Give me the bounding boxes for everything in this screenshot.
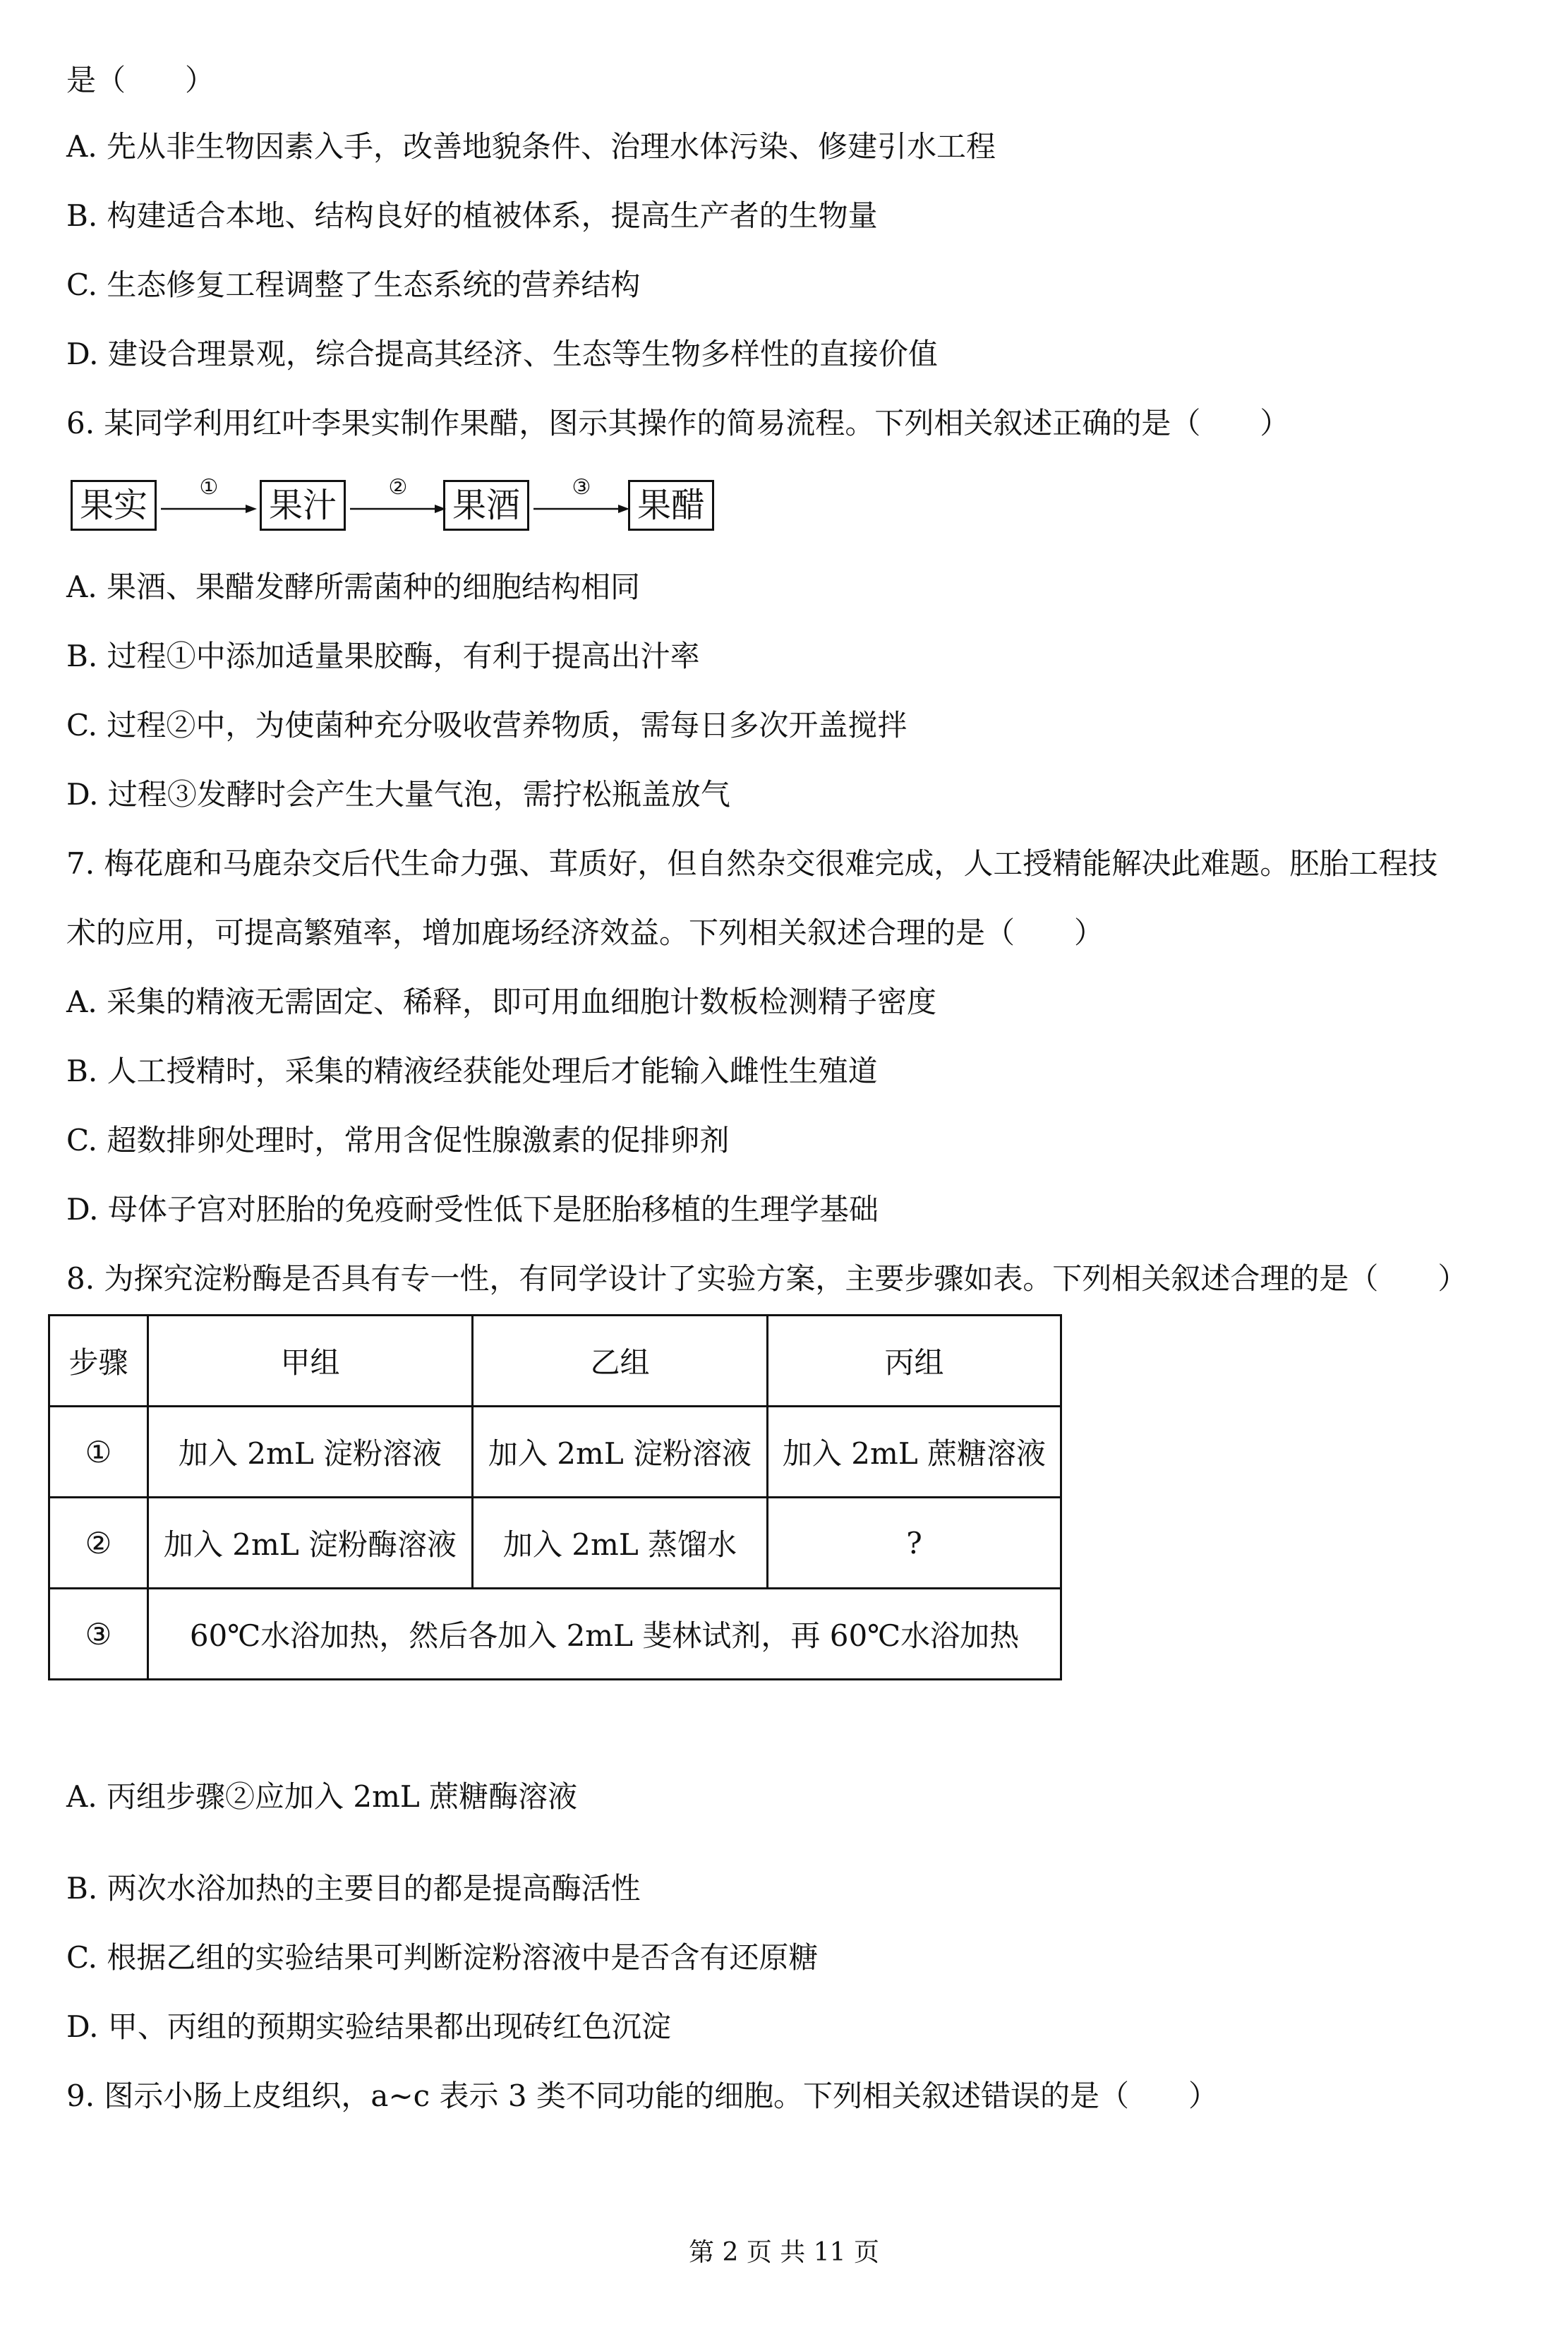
q5-option-a: A. 先从非生物因素入手，改善地貌条件、治理水体污染、修建引水工程: [66, 129, 996, 164]
table-header-row: [49, 1316, 1061, 1407]
table-cell: 加入 2mL 淀粉溶液: [473, 1407, 768, 1498]
flow-arrow-1: [159, 475, 258, 531]
header-group-jia: 甲组: [148, 1316, 473, 1407]
table-cell: 加入 2mL 蒸馏水: [473, 1498, 768, 1589]
flow-box-juice: 果汁: [260, 480, 346, 531]
table-cell: ③: [49, 1589, 148, 1680]
flow-arrow-2: [349, 475, 447, 531]
flow-box-vinegar: 果醋: [628, 480, 714, 531]
table-cell: ?: [768, 1498, 1061, 1589]
table-cell: 加入 2mL 蔗糖溶液: [768, 1407, 1061, 1498]
flow-step-label-2: ②: [388, 475, 408, 500]
table-cell: ②: [49, 1498, 148, 1589]
header-step: 步骤: [49, 1316, 148, 1407]
table-row: [49, 1498, 1061, 1589]
header-group-yi: 乙组: [473, 1316, 768, 1407]
q7-stem-line2: 术的应用，可提高繁殖率，增加鹿场经济效益。下列相关叙述合理的是（ ）: [66, 915, 1104, 950]
q8-experiment-table: [48, 1314, 1062, 1680]
flow-step-label-3: ③: [572, 475, 591, 500]
arrow-right-icon: [159, 504, 258, 514]
table-row: [49, 1589, 1061, 1680]
q6-option-a: A. 果酒、果醋发酵所需菌种的细胞结构相同: [66, 570, 641, 604]
q5-option-b: B. 构建适合本地、结构良好的植被体系，提高生产者的生物量: [66, 198, 878, 233]
q5-option-c: C. 生态修复工程调整了生态系统的营养结构: [66, 267, 641, 302]
table-cell: 加入 2mL 淀粉溶液: [148, 1407, 473, 1498]
arrow-right-icon: [532, 504, 631, 514]
table-row: [49, 1407, 1061, 1498]
q6-option-c: C. 过程②中，为使菌种充分吸收营养物质，需每日多次开盖搅拌: [66, 708, 907, 742]
q6-stem: 6. 某同学利用红叶李果实制作果醋，图示其操作的简易流程。下列相关叙述正确的是（ ）: [66, 406, 1290, 440]
q5-stem-tail: 是（ ）: [66, 63, 215, 97]
q7-option-b: B. 人工授精时，采集的精液经获能处理后才能输入雌性生殖道: [66, 1054, 878, 1088]
page-footer: 第 2 页 共 11 页: [689, 2238, 879, 2267]
q8-option-b: B. 两次水浴加热的主要目的都是提高酶活性: [66, 1871, 641, 1906]
q8-option-c: C. 根据乙组的实验结果可判断淀粉溶液中是否含有还原糖: [66, 1940, 819, 1975]
q6-option-b: B. 过程①中添加适量果胶酶，有利于提高出汁率: [66, 639, 700, 673]
q8-option-a: A. 丙组步骤②应加入 2mL 蔗糖酶溶液: [66, 1779, 578, 1814]
table-cell-merged: 60℃水浴加热，然后各加入 2mL 斐林试剂，再 60℃水浴加热: [148, 1589, 1061, 1680]
q7-option-c: C. 超数排卵处理时，常用含促性腺激素的促排卵剂: [66, 1123, 730, 1157]
arrow-right-icon: [349, 504, 447, 514]
q8-stem: 8. 为探究淀粉酶是否具有专一性，有同学设计了实验方案，主要步骤如表。下列相关叙述合理的是（ ）: [66, 1261, 1468, 1296]
q5-option-d: D. 建设合理景观，综合提高其经济、生态等生物多样性的直接价值: [66, 337, 938, 371]
table-cell: ①: [49, 1407, 148, 1498]
header-group-bing: 丙组: [768, 1316, 1061, 1407]
flow-step-label-1: ①: [199, 475, 219, 500]
q7-option-d: D. 母体子宫对胚胎的免疫耐受性低下是胚胎移植的生理学基础: [66, 1192, 879, 1227]
q6-flow-diagram: [71, 475, 720, 541]
flow-arrow-3: [532, 475, 631, 531]
flow-box-fruit: 果实: [71, 480, 157, 531]
q8-option-d: D. 甲、丙组的预期实验结果都出现砖红色沉淀: [66, 2009, 671, 2044]
q7-stem-line1: 7. 梅花鹿和马鹿杂交后代生命力强、茸质好，但自然杂交很难完成，人工授精能解决此难题。胚胎工程技: [66, 846, 1438, 881]
q6-option-d: D. 过程③发酵时会产生大量气泡，需拧松瓶盖放气: [66, 777, 730, 812]
q9-stem: 9. 图示小肠上皮组织，a~c 表示 3 类不同功能的细胞。下列相关叙述错误的是（ ）: [66, 2079, 1218, 2113]
q7-option-a: A. 采集的精液无需固定、稀释，即可用血细胞计数板检测精子密度: [66, 985, 937, 1019]
flow-box-wine: 果酒: [443, 480, 529, 531]
table-cell: 加入 2mL 淀粉酶溶液: [148, 1498, 473, 1589]
